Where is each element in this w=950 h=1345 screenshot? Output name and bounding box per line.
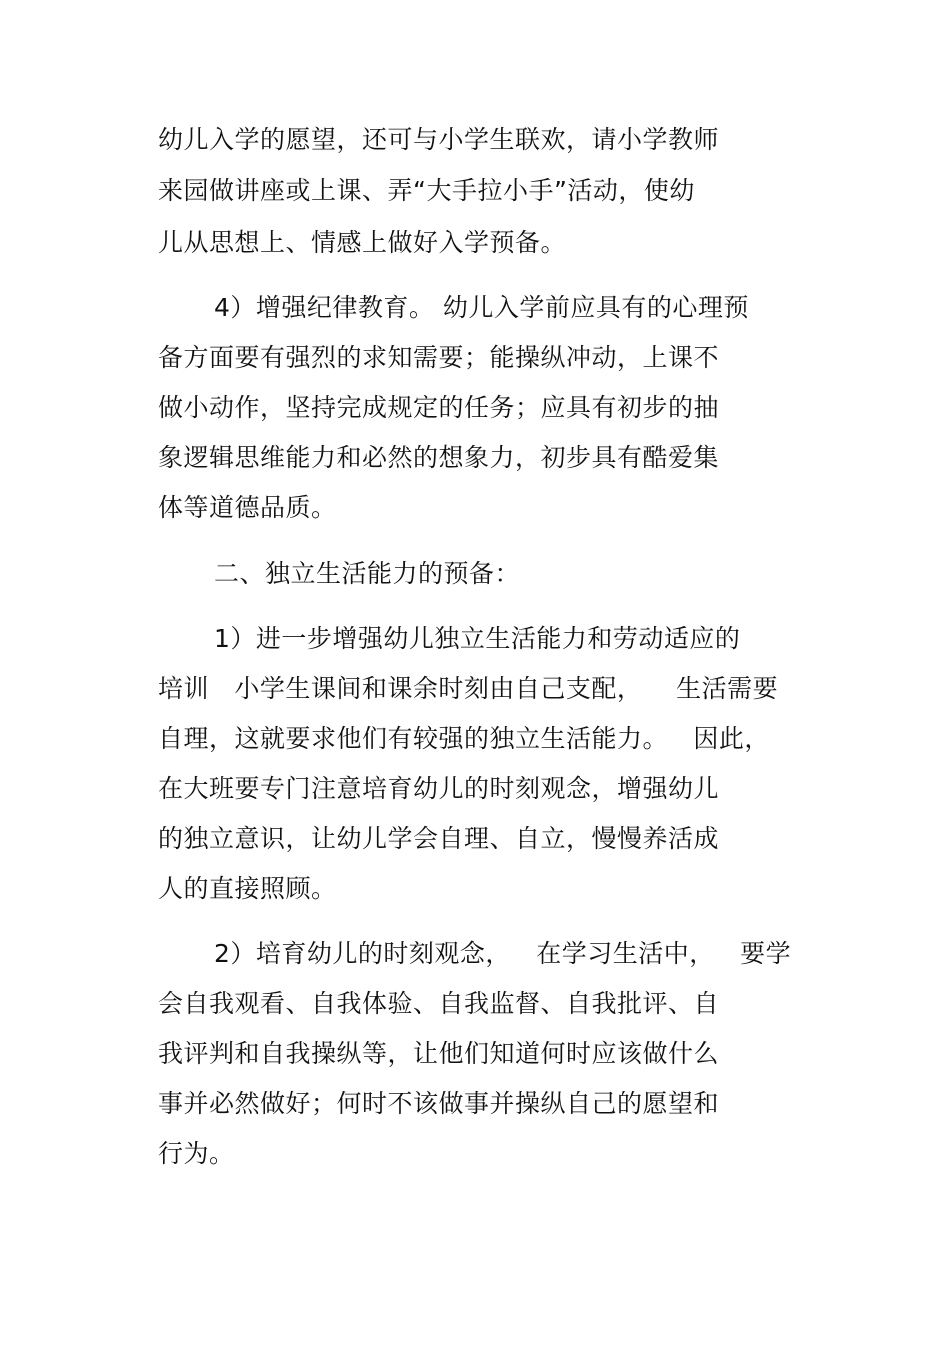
paragraph-1-line-3: 儿从思想上、情感上做好入学预备。 (158, 228, 567, 257)
paragraph-4-line-3: 我评判和自我操纵等，让他们知道何时应该做什么 (158, 1039, 720, 1068)
paragraph-2-line-1: 4）增强纪律教育。 幼儿入学前应具有的心理预 (214, 293, 749, 322)
paragraph-2-line-4: 象逻辑思维能力和必然的想象力，初步具有酷爱集 (158, 443, 720, 472)
paragraph-4-line-4: 事并必然做好；何时不该做事并操纵自己的愿望和 (158, 1089, 720, 1118)
paragraph-4-line-1: 2）培育幼儿的时刻观念， 在学习生活中， 要学 (214, 939, 792, 968)
paragraph-2-line-3: 做小动作，坚持完成规定的任务；应具有初步的抽 (158, 393, 720, 422)
paragraph-2-line-2: 备方面要有强烈的求知需要；能操纵冲动，上课不 (158, 343, 720, 372)
paragraph-2-line-5: 体等道德品质。 (158, 493, 337, 522)
paragraph-3-line-1: 1）进一步增强幼儿独立生活能力和劳动适应的 (214, 624, 741, 653)
paragraph-1-line-2: 来园做讲座或上课、弄“大手拉小手”活动，使幼 (158, 176, 695, 205)
section-heading: 二、独立生活能力的预备： (214, 559, 521, 588)
paragraph-3-line-6: 人的直接照顾。 (158, 874, 337, 903)
paragraph-3-line-5: 的独立意识，让幼儿学会自理、自立，慢慢养活成 (158, 824, 720, 853)
paragraph-4-line-2: 会自我观看、自我体验、自我监督、自我批评、自 (158, 989, 720, 1018)
paragraph-1-line-1: 幼儿入学的愿望，还可与小学生联欢，请小学教师 (158, 125, 720, 154)
paragraph-3-line-3: 自理，这就要求他们有较强的独立生活能力。 因此， (158, 724, 770, 753)
paragraph-3-line-4: 在大班要专门注意培育幼儿的时刻观念，增强幼儿 (158, 774, 720, 803)
paragraph-4-line-5: 行为。 (158, 1139, 235, 1168)
paragraph-3-line-2: 培训 小学生课间和课余时刻由自己支配， 生活需要 (158, 674, 779, 703)
